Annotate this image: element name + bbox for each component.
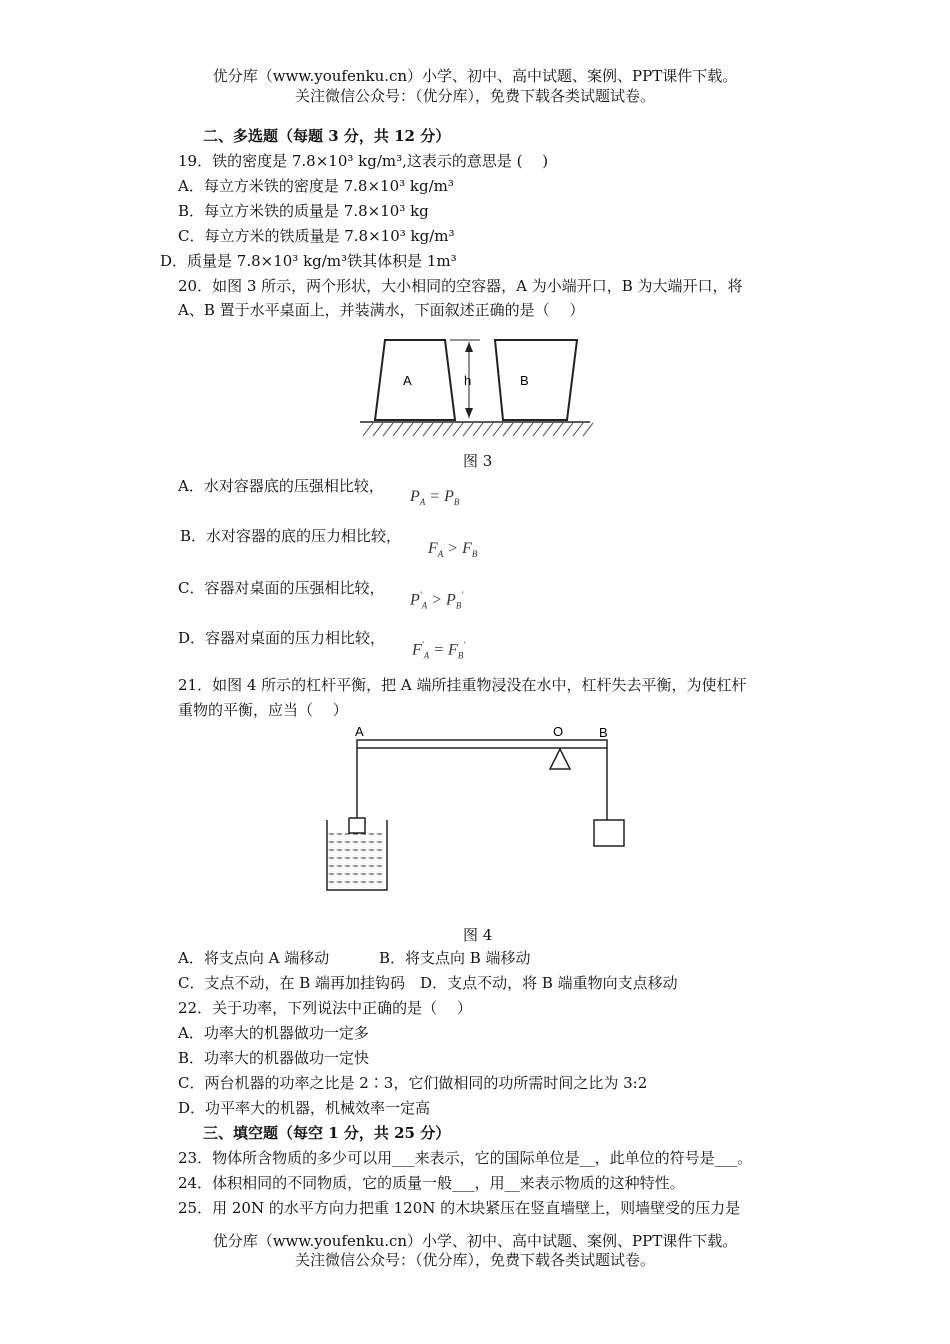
fig4-label-a: A <box>355 724 364 739</box>
fig3-label-b: B <box>520 373 529 388</box>
q24: 24．体积相同的不同物质，它的质量一般___，用__来表示物质的这种特性。 <box>178 1174 685 1192</box>
q21-options-ab: A．将支点向 A 端移动 B．将支点向 B 端移动 <box>178 949 531 967</box>
fulcrum <box>550 749 570 769</box>
q21-stem-1: 21．如图 4 所示的杠杆平衡，把 A 端所挂重物浸没在水中，杠杆失去平衡，为使杠杆 <box>178 676 747 694</box>
q21-stem-2: 重物的平衡，应当（ ） <box>178 701 348 719</box>
section3-title: 三、填空题（每空 1 分，共 25 分） <box>203 1124 451 1142</box>
q19-stem: 19．铁的密度是 7.8×10³ kg/m³,这表示的意思是 ( ) <box>178 152 549 170</box>
q23: 23．物体所含物质的多少可以用___来表示，它的国际单位是__，此单位的符号是___。 <box>178 1149 753 1167</box>
weight-a <box>349 818 365 833</box>
weight-b <box>594 820 624 846</box>
q22-option-a: A．功率大的机器做功一定多 <box>178 1024 369 1042</box>
q19-option-d: D．质量是 7.8×10³ kg/m³铁其体积是 1m³ <box>160 252 457 270</box>
header-line-1: 优分库（www.youfenku.cn）小学、初中、高中试题、案例、PPT课件下载。 <box>212 67 738 85</box>
q20-option-d: D．容器对桌面的压力相比较， <box>178 629 386 647</box>
q20-option-a: A．水对容器底的压强相比较， <box>178 477 384 495</box>
fig4-label-o: O <box>553 724 564 739</box>
q22-stem: 22．关于功率，下列说法中正确的是（ ） <box>178 999 472 1017</box>
q20-formula-a: $P_A = P_B$ <box>410 488 460 508</box>
section2-title: 二、多选题（每题 3 分，共 12 分） <box>203 127 451 145</box>
q20-option-c: C．容器对桌面的压强相比较， <box>178 579 385 597</box>
water-beaker <box>327 820 387 890</box>
q22-option-c: C．两台机器的功率之比是 2∶3，它们做相同的功所需时间之比为 3:2 <box>178 1074 648 1092</box>
figure-4-caption: 图 4 <box>463 926 493 944</box>
container-a <box>375 340 455 420</box>
q20-formula-b: $F_A > F_B$ <box>428 540 478 560</box>
footer-line-1: 优分库（www.youfenku.cn）小学、初中、高中试题、案例、PPT课件下载。 <box>212 1232 738 1250</box>
q20-formula-d: $F'_A = F_B'$ <box>412 640 466 661</box>
figure-4-lever <box>320 722 640 897</box>
q22-option-b: B．功率大的机器做功一定快 <box>178 1049 370 1067</box>
footer-line-2: 关注微信公众号：（优分库），免费下载各类试题试卷。 <box>294 1251 655 1269</box>
figure-3-containers <box>355 330 595 445</box>
q21-options-cd: C．支点不动，在 B 端再加挂钩码 D．支点不动，将 B 端重物向支点移动 <box>178 974 678 992</box>
q20-stem-2: A、B 置于水平桌面上，并装满水，下面叙述正确的是（ ） <box>178 301 585 319</box>
q25: 25．用 20N 的水平方向力把重 120N 的木块紧压在竖直墙壁上，则墙壁受的压力是 <box>178 1199 741 1217</box>
q20-option-b: B．水对容器的底的压力相比较， <box>180 527 402 545</box>
fig3-label-a: A <box>403 373 412 388</box>
fig4-label-b: B <box>599 725 608 740</box>
container-b <box>495 340 577 420</box>
figure-3-caption: 图 3 <box>463 452 493 470</box>
q20-formula-c: $P'_A > P_B'$ <box>410 590 464 611</box>
header-line-2: 关注微信公众号：（优分库），免费下载各类试题试卷。 <box>294 87 655 105</box>
fig3-label-h: h <box>464 373 472 388</box>
q19-option-a: A．每立方米铁的密度是 7.8×10³ kg/m³ <box>178 177 454 195</box>
q19-option-b: B．每立方米铁的质量是 7.8×10³ kg <box>178 202 429 220</box>
lever-bar <box>357 740 607 748</box>
q22-option-d: D．功平率大的机器，机械效率一定高 <box>178 1099 431 1117</box>
q20-stem-1: 20．如图 3 所示，两个形状，大小相同的空容器，A 为小端开口，B 为大端开口，将 <box>178 277 743 295</box>
q19-option-c: C．每立方米的铁质量是 7.8×10³ kg/m³ <box>178 227 455 245</box>
